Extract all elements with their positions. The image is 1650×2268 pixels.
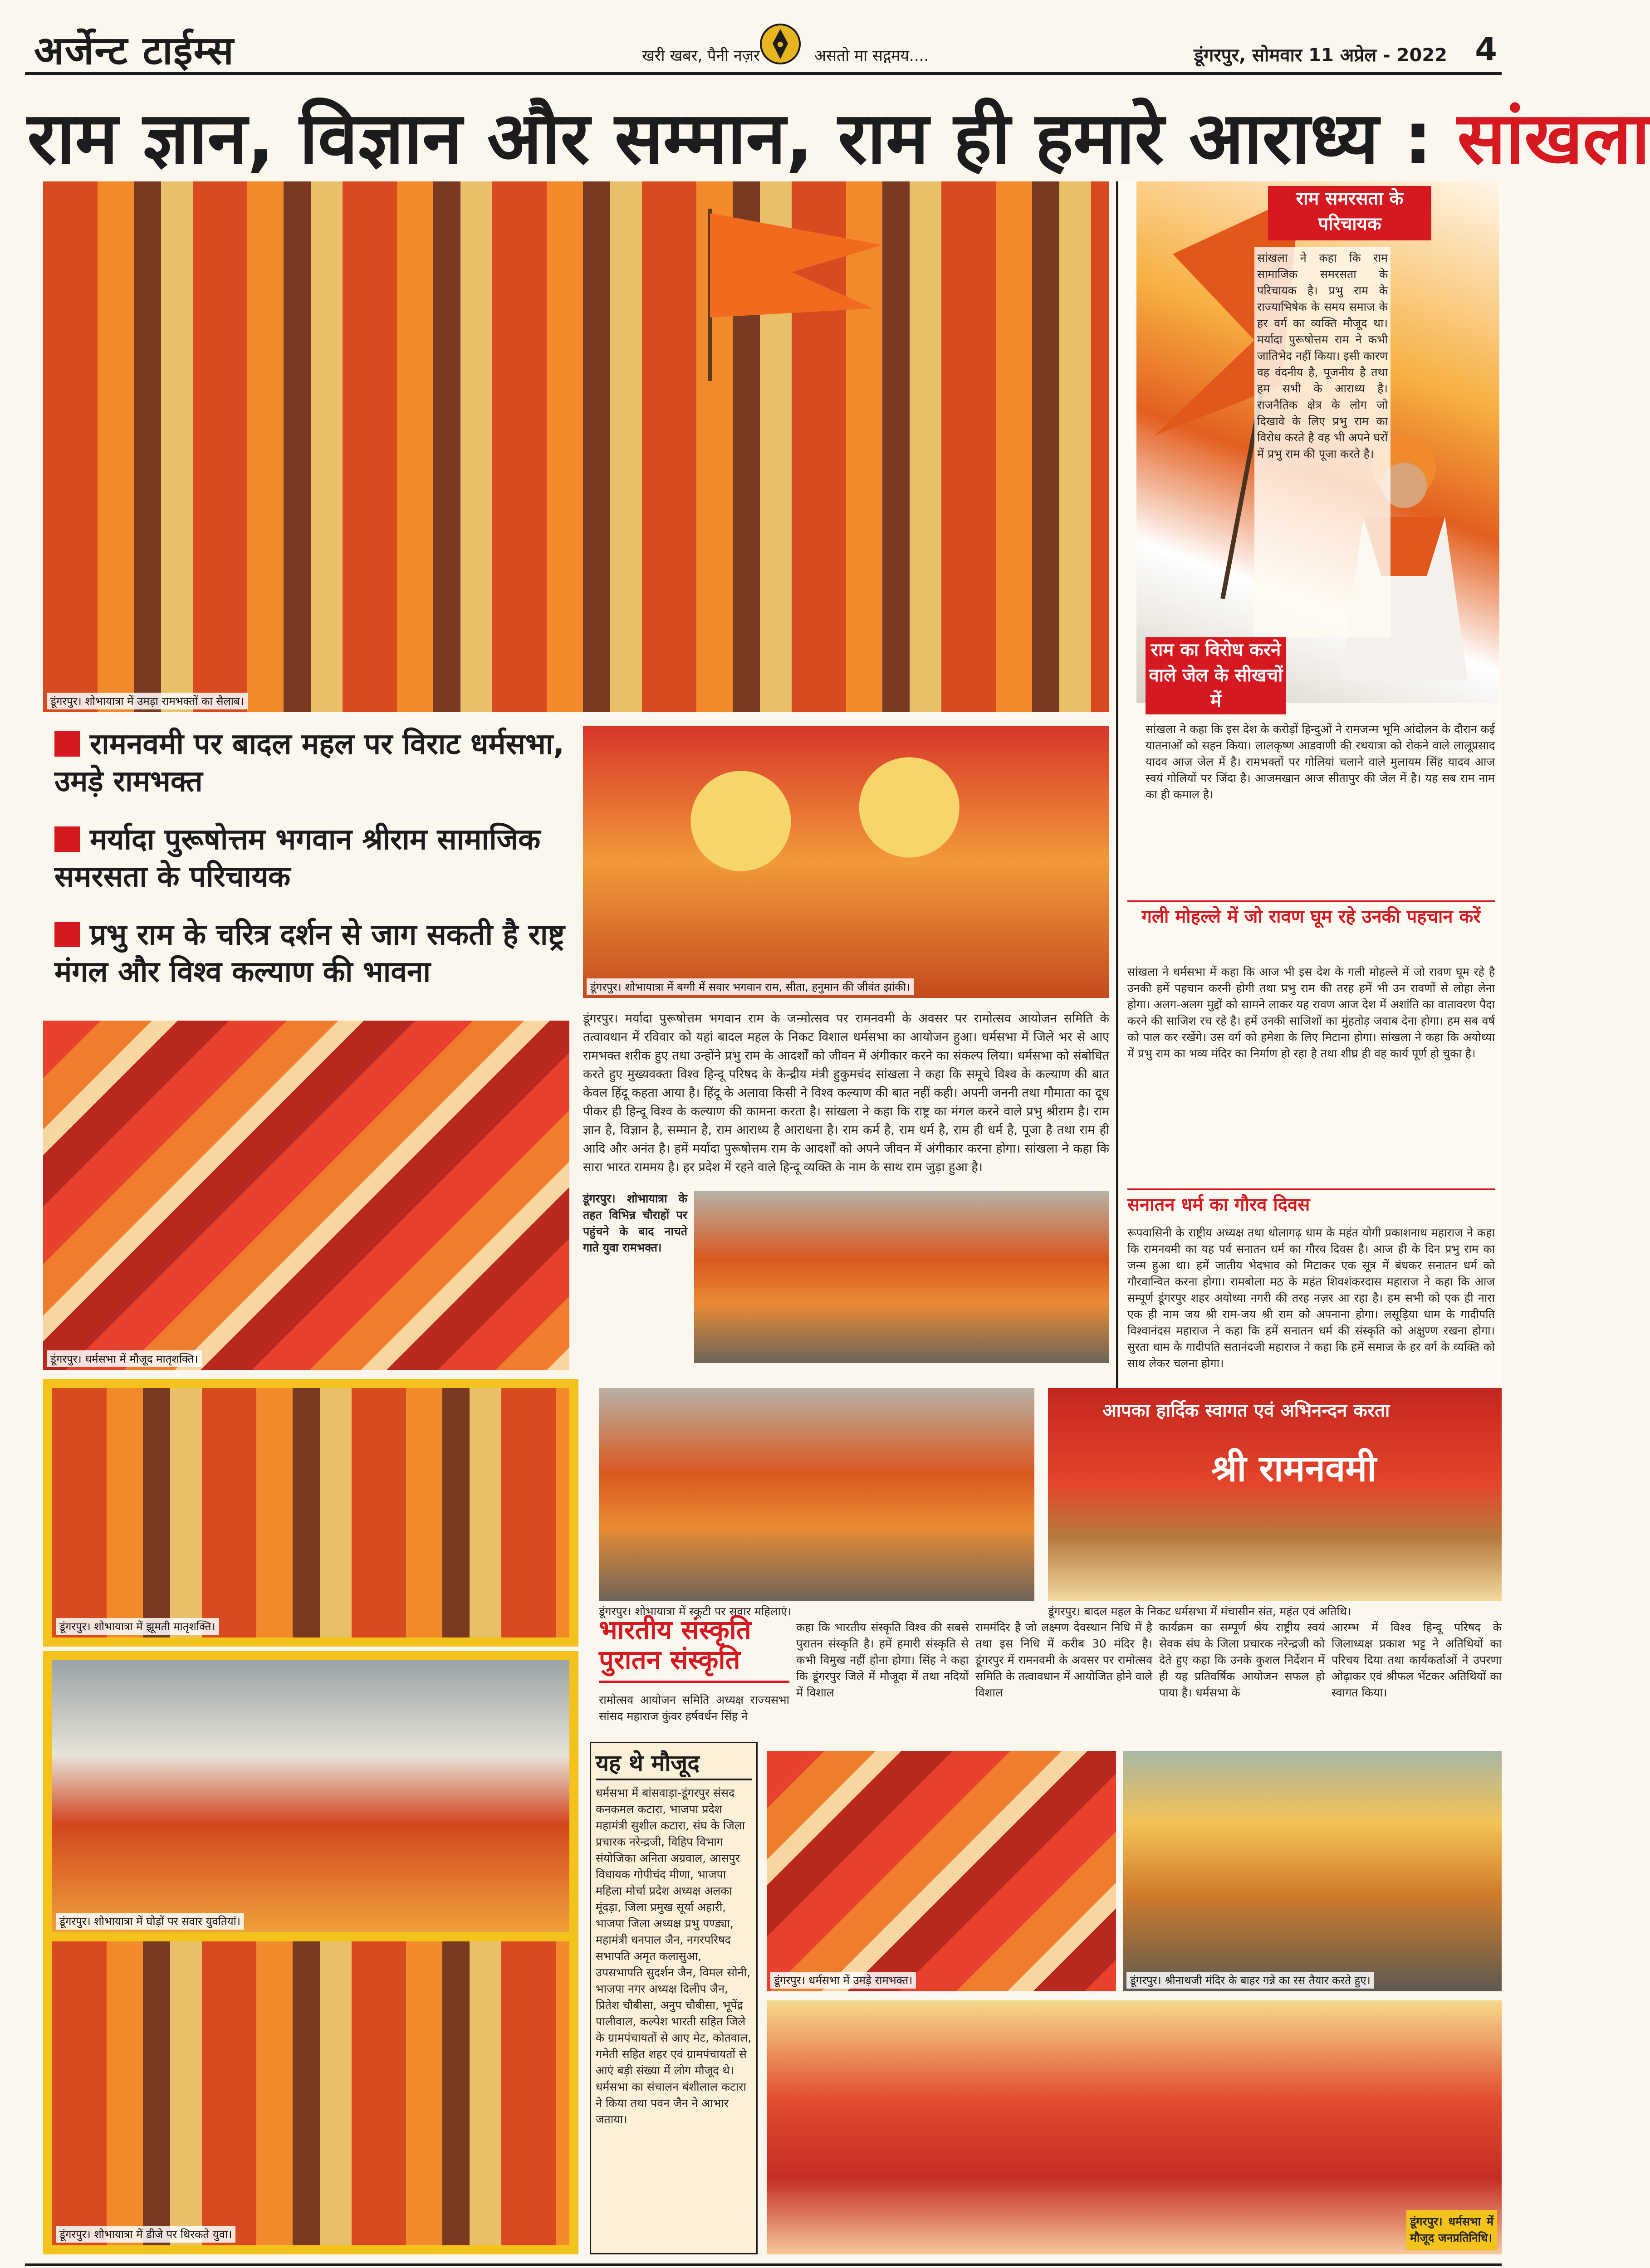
dharmsabha-photo [767,1751,1116,1991]
photo-caption: डूंगरपुर। शोभायात्रा में बग्गी में सवार भगवान राम, सीता, हनुमान की जीवंत झांकी। [587,978,914,995]
culture-col-3: राममंदिर है जो लक्ष्मण देवस्थान निधि में है तथा इस निधि में करीब 30 मंदिर है। डूंगरपुर में रामनवमी के अवसर पर रामोत्सव समिति के तत्वावधान में आयोजित होने वाले विशाल [975,1621,1152,1699]
photo-caption: डूंगरपुर। श्रीनाथजी मंदिर के बाहर गन्ने का रस तैयार करते हुए। [1126,1972,1374,1989]
newspaper-brand[interactable]: अर्जेन्ट टाईम्स [34,28,235,73]
present-box [590,1742,758,2254]
seated-caption: डूंगरपुर। धर्मसभा में मौजूद जनप्रतिनिधि। [1406,2210,1497,2250]
culture-heading: भारतीय संस्कृति पुरातन संस्कृति [599,1615,789,1683]
headline-main: राम ज्ञान, विज्ञान और सम्मान, राम ही हमारे आराध्य : [27,97,1458,180]
culture-col-2: कहा कि भारतीय संस्कृति विश्व की सबसे पुरातन संस्कृति है। हमें हमारी संस्कृति से कभी विमुख नहीं होना होगा। सिंह ने कहा कि डूंगरपुर जिले में मौजूदा में तथा नदियों में विशाल [796,1621,969,1699]
photo-caption: डूंगरपुर। शोभायात्रा में उमड़ा रामभक्तों का सैलाब। [47,693,248,709]
stage-saints-photo [1048,1388,1502,1601]
masthead [25,18,1502,75]
banner-text: आपका हार्दिक स्वागत एवं अभिनन्दन करता [1102,1400,1390,1421]
sidebar-text-4: रूपवासिनी के राष्ट्रीय अध्यक्ष तथा धोलागढ़ धाम के महंत योगी प्रकाशनाथ महाराज ने कहा कि रामनवमी का यह पर्व सनातन धर्म का गौरव दिवस है। आज ही के दिन प्रभु राम का जन्म हुआ था। हमें जातीय भेदभाव को मिटाकर एक सूत्र में बंधकर सनातन धर्म को गौरवान्वित करना होगा। रामबोला मठ के महंत शिवशंकरदास महाराज ने कहा कि आज सम्पूर्ण डूंगरपुर शहर अयोध्या नगरी की तरह नज़र आ रहा है। हम सभी को एक ही नारा एक ही नाम जय श्री राम-जय श्री राम को अपनाना होगा। लसूड़िया धाम के गादीपति विश्वानंदस महाराज ने कहा कि हमें सनातन धर्म की संस्कृति को अक्षुण्ण रखना होगा। सुरता धाम के गादीपति सतानंदजी महाराज ने कहा कि हमें समाज के हर वर्ग के व्यक्ति को साथ लेकर चलना होगा। [1127,1226,1495,1370]
sidebar-title-4: सनातन धर्म का गौरव दिवस [1127,1188,1495,1220]
sidebar-text-1: सांखला ने कहा कि राम सामाजिक समरसता के परिचायक है। प्रभु राम के राज्याभिषेक के समय समाज के हर वर्ग का व्यक्ति मौजूद था। मर्यादा पुरूषोत्तम राम ने कभी जातिभेद नहीं किया। इसी कारण वह वंदनीय है, पूजनीय है तथा हम सभी के आराध्य है। राजनैतिक क्षेत्र के लोग जो दिखावे के लिए प्रभु राम का विरोध करते है वह भी अपने घरों में प्रभु राम की पूजा करते है। [1254,247,1391,637]
sidebar-title-1: राम समरसता के परिचायक [1268,186,1431,240]
red-square-bullet-icon [54,922,80,947]
scooty-women-photo [599,1388,1034,1601]
saffron-flag-icon [701,209,891,381]
main-story-text: डूंगरपुर। मर्यादा पुरूषोत्तम भगवान राम के जन्मोत्सव पर रामनवमी के अवसर पर रामोत्सव आयोजन समिति के तत्वावधान में रविवार को यहां बादल महल के निकट विशाल धर्मसभा का आयोजन हुआ। धर्मसभा में जिले भर से आए रामभक्त शरीक हुए तथा उन्होंने प्रभु राम के आदर्शों को जीवन में अंगीकार करने का संकल्प लिया। धर्मसभा को संबोधित करते हुए मुख्यवक्ता विश्व हिन्दू परिषद के केन्द्रीय मंत्री हुकुमचंद सांखला ने कहा कि समूचे विश्व के कल्याण की बात केवल हिंदू कहता आया है। हिंदू के अलावा किसी ने विश्व कल्याण की बात नहीं कही। अपनी जननी तथा गौमाता का दूध पीकर ही हिन्दू विश्व के कल्याण की कामना करता है। सांखला ने कहा कि राष्ट्र का मंगल करने वाले प्रभु श्रीराम है। राम ज्ञान है, विज्ञान है, सम्मान है, राम आराध्य है आराधना है। राम कर्म है, राम धर्म है, राम ही धर्म है, पूजा है तथा राम ही आदि और अनंत है। हमें मर्यादा पुरूषोत्तम राम के आदर्शों को अपने जीवन में अंगीकार करना होगा। सांखला ने कहा कि सारा भारत राममय है। हर प्रदेश में रहने वाले हिन्दू व्यक्ति के नाम के साथ राम जुड़ा हुआ है। [583,1012,1109,1174]
subhead-3: प्रभु राम के चरित्र दर्शन से जाग सकती है राष्ट्र मंगल और विश्व कल्याण की भावना [54,918,565,989]
photo-caption: डूंगरपुर। धर्मसभा में उमड़े रामभक्त। [770,1972,916,1989]
tagline-left: खरी खबर, पैनी नज़र [642,47,760,65]
yellow-frame-2 [43,1651,578,2254]
present-text: धर्मसभा में बांसवाड़ा-डूंगरपुर संसद कनकमल कटारा, भाजपा प्रदेश महामंत्री सुशील कटारा, संघ के जिला प्रचारक नरेन्द्रजी, विहिप विभाग संयोजिका अनिता अग्रवाल, आसपुर विधायक गोपीचंद मीणा, भाजपा महिला मोर्चा प्रदेश अध्यक्ष अलका मूंदड़ा, जिला प्रमुख सूर्या अहारी, भाजपा जिला अध्यक्ष प्रभु पण्ड्या, महामंत्री धनपाल जैन, नगरपरिषद सभापति अमृत कलासुआ, उपसभापति सुदर्शन जैन, विमल सोनी, भाजपा नगर अध्यक्ष दिलीप जैन, प्रितेश चौबीसा, अनुप चौबीसा, भूपेंद्र पालीवाल, कल्पेश भारती सहित जिले के ग्रामपंचायतों से आए मेट, कोतवाल, गमेती सहित शहर एवं ग्रामपंचायतों से आएं बड़ी संख्या में लोग मौजूद थे। धर्मसभा का संचालन बंशीलाल कटारा ने किया तथा पवन जैन ने आभार जताया। [596,1786,752,2126]
subhead-1: रामनवमी पर बादल महल पर विराट धर्मसभा, उमड़े रामभक्त [54,728,564,798]
sidebar-title-3: गली मोहल्ले में जो रावण घूम रहे उनकी पहचान करें [1127,900,1495,959]
youth-side-caption: डूंगरपुर। शोभायात्रा के तहत विभिन्न चौराहों पर पहुंचने के बाद नाचते गाते युवा रामभक्त। [583,1192,687,1254]
photo-caption: डूंगरपुर। शोभायात्रा में घोड़ों पर सवार युवतियां। [56,1913,244,1930]
tableau-photo [583,726,1109,998]
subhead-2: मर्यादा पुरूषोत्तम भगवान श्रीराम सामाजिक समरसता के परिचायक [54,823,541,894]
seated-crowd-photo [767,2000,1502,2254]
scooty-caption: डूंगरपुर। शोभायात्रा में स्कूटी पर सवार महिलाएं। [599,1605,792,1618]
temple-cook-photo [1123,1751,1502,1991]
photo-caption: डूंगरपुर। शोभायात्रा में झूमती मातृशक्ति। [56,1618,219,1635]
red-square-bullet-icon [54,731,80,757]
banner-stage-text: श्री रामनवमी [1211,1447,1376,1490]
page-headline [27,88,1650,188]
red-square-bullet-icon [54,826,80,852]
pen-nib-icon [760,24,801,64]
sidebar-text-3: सांखला ने धर्मसभा में कहा कि आज भी इस देश के गली मोहल्ले में जो रावण घूम रहे है उनकी हमें पहचान करनी होगी तथा प्रभु राम की तरह हमें भी उन रावणों से लोहा लेना होगा। अलग-अलग मुद्दों को सामने लाकर यह रावण आज देश में अशांति का वातावरण पैदा करने की साजिश रच रहे है। हमें उनकी साजिशों का मुंहतोड़ जवाब देना होगा। हम सब वर्ष को पाल कर रखेंगे। उस वर्ग को हमेशा के लिए मिटाना होगा। सांखला ने कहा कि अयोध्या में प्रभु राम का भव्य मंदिर का निर्माण हो रहा है तथा शीघ्र ही वह कार्य पूर्ण हो चुका है। [1127,965,1495,1060]
culture-col-4: कार्यक्रम का सम्पूर्ण श्रेय राष्ट्रीय स्वयं सेवक संघ के जिला प्रचारक नरेन्द्रजी को देते हुए कहा कि उनके कुशल निर्देशन में ही यह प्रतिवर्षिक आयोजन सफल हो पाया है। धर्मसभा के [1159,1621,1325,1699]
headline-highlight: सांखला [1457,97,1650,180]
culture-col-1: रामोत्सव आयोजन समिति अध्यक्ष राज्यसभा सांसद महाराज कुंवर हर्षवर्धन सिंह ने [599,1693,789,1723]
imprint-footer [25,2263,1502,2268]
women-seated-photo [43,1021,569,1370]
imprint-line-1 [25,2266,1502,2268]
sidebar-title-2: राम का विरोध करने वाले जेल के सीखचों में [1146,637,1286,714]
tagline-right: असतो मा सद्गमय.... [814,47,929,65]
horse-riders-photo [52,1660,569,1932]
main-crowd-photo [43,181,1109,712]
yellow-frame [43,1379,578,1647]
culture-col-5: आरम्भ में विश्व हिन्दू परिषद के जिलाध्यक्ष प्रकाश भट्ट ने अतिथियों का परिचय दिया तथा कार्यकर्ताओं ने उपरणा ओढ़ाकर एवं श्रीफल भेंटकर अतिथियों का स्वागत किया। [1332,1621,1502,1699]
youth-street-photo [694,1191,1109,1363]
dj-youth-photo [52,1941,569,2245]
sidebar-column [1116,181,1502,1456]
dateline: डूंगरपुर, सोमवार 11 अप्रेल - 2022 [1194,45,1447,66]
page-number: 4 [1475,31,1497,68]
stage-caption: डूंगरपुर। बादल महल के निकट धर्मसभा में मंचासीन संत, महंत एवं अतिथि। [1048,1605,1351,1618]
present-heading: यह थे मौजूद [596,1748,752,1780]
women-dancing-photo [52,1388,569,1637]
photo-caption: डूंगरपुर। शोभायात्रा में डीजे पर थिरकते युवा। [56,2226,235,2243]
sidebar-text-2: सांखला ने कहा कि इस देश के करोड़ों हिन्दुओं ने रामजन्म भूमि आंदोलन के दौरान कई यातनाओं को सहन किया। लालकृष्ण आडवाणी की रथयात्रा को रोकने वाले लालूप्रसाद यादव आज जेल में है। रामभक्तों पर गोलियां चलाने वाले मुलायम सिंह यादव आज स्वयं गोलियों पर जिंदा है। आजमखान आज सीतापुर की जेल में है। यह सब राम नाम का ही कमाल है। [1146,723,1495,801]
photo-caption: डूंगरपुर। धर्मसभा में मौजूद मातृशक्ति। [47,1350,202,1367]
